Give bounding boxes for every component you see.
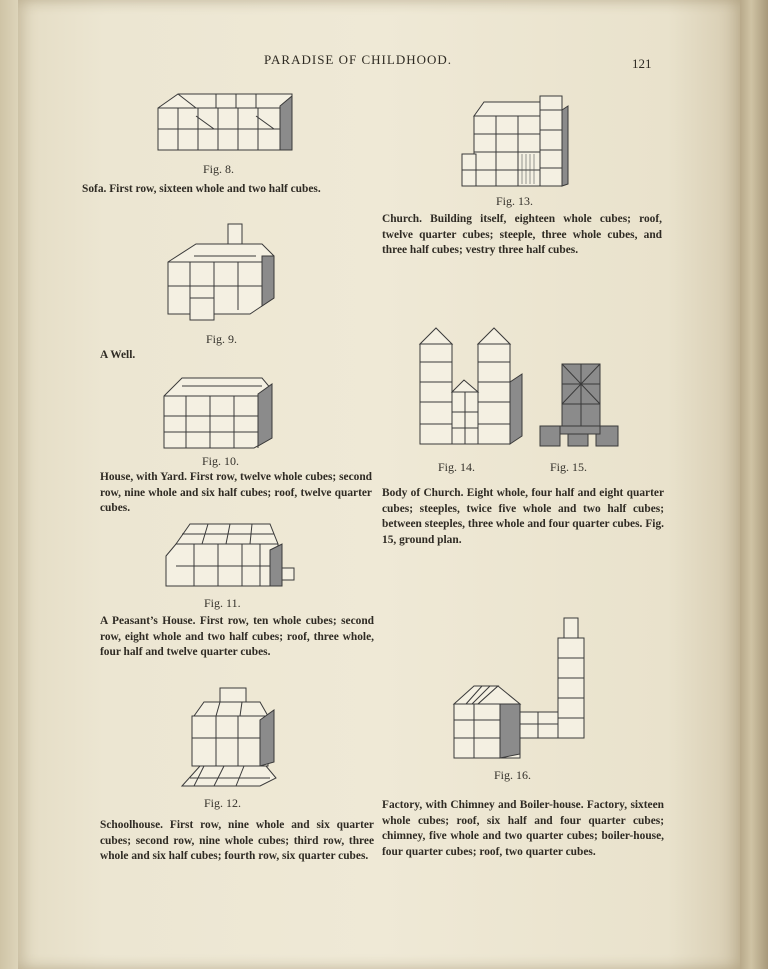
running-header: PARADISE OF CHILDHOOD. (264, 52, 453, 67)
figure-schoolhouse-illustration (180, 686, 286, 790)
text-peasant-house: A Peasant’s House. First row, ten whole cubes; second row, eight whole and two half cubes; roof, three whole, four half and twelve quarter cubes. (100, 615, 374, 658)
figure-ground-plan-illustration (538, 362, 622, 448)
caption-fig-10: Fig. 10. (202, 454, 240, 468)
page-number: 121 (632, 56, 652, 71)
caption-fig-16: Fig. 16. (494, 768, 532, 782)
page-gutter (0, 0, 18, 969)
caption-fig-13: Fig. 13. (496, 194, 534, 208)
text-house-yard: House, with Yard. First row, twelve whole cubes; second row, nine whole and six half cubes; roof, twelve quarter cubes. (100, 471, 372, 514)
text-schoolhouse: Schoolhouse. First row, nine whole and six quarter cubes; second row, nine whole cubes; third row, three whole and six half cubes; fourth row, six quarter cubes. (100, 819, 374, 862)
caption-fig-12: Fig. 12. (204, 796, 242, 810)
caption-fig-14: Fig. 14. (438, 460, 476, 474)
text-well: A Well. (100, 349, 136, 361)
caption-fig-11: Fig. 11. (204, 596, 241, 610)
figure-house-yard-illustration (162, 372, 276, 450)
text-sofa: Sofa. First row, sixteen whole and two half cubes. (82, 183, 321, 195)
text-body-of-church: Body of Church. Eight whole, four half and eight quarter cubes; steeples, twice five whole and two half cubes; between steeples, three whole and four quarter cubes. Fig. 15, ground plan. (382, 487, 664, 546)
caption-fig-8: Fig. 8. (203, 162, 235, 176)
caption-fig-9: Fig. 9. (206, 332, 238, 346)
figure-sofa-illustration (156, 92, 296, 156)
caption-fig-15: Fig. 15. (550, 460, 588, 474)
text-factory: Factory, with Chimney and Boiler-house. Factory, sixteen whole cubes; roof, six half and four quarter cubes; chimney, five whole and two quarter cubes; boiler-house, four quarter cubes; roof, two quarter cubes. (382, 799, 664, 858)
book-spine-edge (740, 0, 768, 969)
figure-church-illustration (460, 94, 572, 190)
figure-body-of-church-illustration (418, 326, 528, 448)
figure-peasant-house-illustration (164, 522, 296, 590)
figure-well-illustration (166, 222, 286, 322)
text-church: Church. Building itself, eighteen whole cubes; roof, twelve quarter cubes; steeple, three whole cubes, and three half cubes; vestry three half cubes. (382, 213, 662, 256)
figure-factory-illustration (452, 616, 590, 760)
